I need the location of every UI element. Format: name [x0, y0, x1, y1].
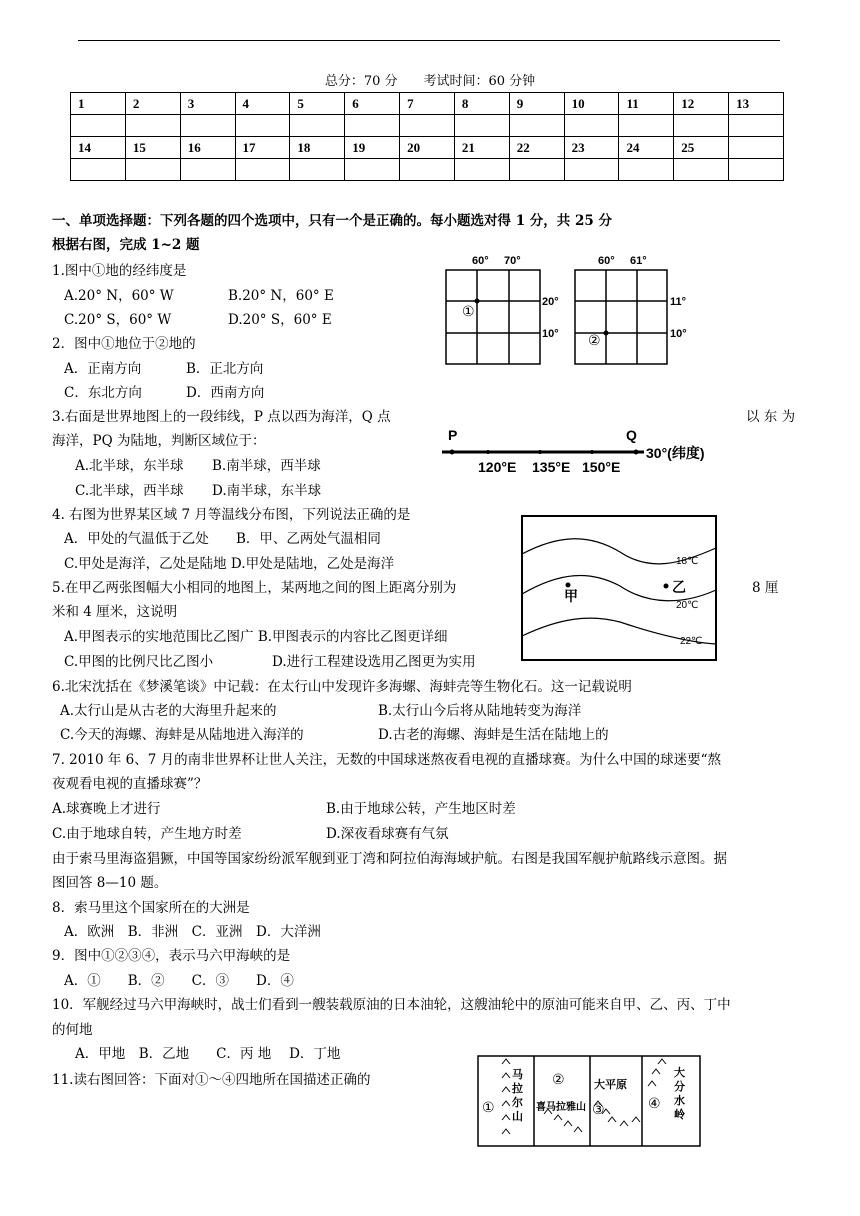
q7-option-d: D.深夜看球赛有气氛 — [326, 826, 449, 842]
answer-number — [729, 137, 784, 159]
mountain-label-4c: 水 — [674, 1095, 685, 1107]
q6-option-a: A.太行山是从古老的大海里升起来的 — [60, 703, 277, 719]
isotherm-20-label: 20℃ — [676, 600, 699, 611]
answer-cell[interactable] — [619, 115, 674, 137]
answer-table — [70, 92, 784, 181]
answer-cell[interactable] — [235, 115, 290, 137]
score-line: 总分：70 分 考试时间：60 分钟 — [324, 74, 536, 89]
q2-option-a: A．正南方向 — [64, 361, 142, 377]
q6-option-d: D.古老的海螺、海蚌是生活在陆地上的 — [378, 727, 609, 743]
region-mark-3: ③ — [592, 1101, 605, 1117]
isotherm-22-label: 22℃ — [680, 636, 703, 647]
grid-mark-1: ① — [462, 303, 475, 319]
answer-cell[interactable] — [454, 159, 509, 181]
q3-option-d: D.南半球，东半球 — [212, 483, 322, 499]
point-yi-label: 乙 — [672, 579, 686, 595]
latitude-line-figure — [440, 420, 740, 482]
q8-options: A．欧洲 B．非洲 C．亚洲 D．大洋洲 — [64, 924, 321, 940]
tick-135e: 135°E — [532, 459, 571, 475]
answer-number: 4 — [235, 93, 290, 115]
answer-cell[interactable] — [509, 159, 564, 181]
q5-option-ab: A.甲图表示的实地范围比乙图广 B.甲图表示的内容比乙图更详细 — [64, 629, 448, 645]
answer-cell[interactable] — [290, 159, 345, 181]
answer-number: 8 — [454, 93, 509, 115]
mountain-label-4b: 分 — [674, 1081, 685, 1093]
grid-left-lat-10: 10° — [542, 328, 559, 340]
grid-left-lon-60: 60° — [472, 255, 489, 267]
q9-options: A．① B．② C．③ D．④ — [64, 973, 294, 989]
q3-option-a: A.北半球，东半球 — [75, 458, 184, 474]
answer-cell[interactable] — [619, 159, 674, 181]
answer-cell[interactable] — [729, 159, 784, 181]
answer-number: 24 — [619, 137, 674, 159]
answer-number: 1 — [71, 93, 126, 115]
q10-stem: 10．军舰经过马六甲海峡时，战士们看到一艘装载原油的日本油轮，这艘油轮中的原油可能来自甲、乙、丙、丁中 — [52, 997, 731, 1013]
q11-stem: 11.读右图回答：下面对①～④四地所在国描述正确的 — [52, 1072, 371, 1088]
mountain-label-4d: 岭 — [674, 1109, 685, 1121]
q1-option-c: C.20° S，60° W — [64, 312, 172, 328]
mountain-label-1d: 山 — [512, 1111, 523, 1123]
answer-cell[interactable] — [674, 159, 729, 181]
answer-cell[interactable] — [454, 115, 509, 137]
q4-option-a: A．甲处的气温低于乙处 — [64, 531, 209, 547]
q7-stem: 7. 2010 年 6、7 月的南非世界杯让世人关注，无数的中国球迷熬夜看电视的直播球赛。为什么中国的球迷要“熬 — [52, 752, 721, 768]
q3-stem-right: 以 东 为 — [746, 409, 796, 425]
q6-option-b: B.太行山今后将从陆地转变为海洋 — [378, 703, 582, 719]
answer-cell[interactable] — [564, 115, 619, 137]
top-rule — [78, 40, 780, 41]
point-p-label: P — [448, 427, 458, 443]
q3-option-b: B.南半球，西半球 — [212, 458, 321, 474]
q7-option-b: B.由于地球公转，产生地区时差 — [326, 801, 516, 817]
answer-number: 23 — [564, 137, 619, 159]
mountain-label-2: 喜马拉雅山 — [536, 1102, 586, 1113]
answer-number: 10 — [564, 93, 619, 115]
answer-cell[interactable] — [564, 159, 619, 181]
answer-number: 2 — [125, 93, 180, 115]
mountain-label-4a: 大 — [674, 1067, 685, 1079]
q1-option-d: D.20° S，60° E — [228, 312, 332, 328]
answer-cell[interactable] — [180, 159, 235, 181]
answer-number: 22 — [509, 137, 564, 159]
answer-number: 6 — [345, 93, 400, 115]
q8-stem: 8．索马里这个国家所在的大洲是 — [52, 900, 250, 916]
mountains-figure — [476, 1052, 704, 1152]
answer-blank-row — [71, 115, 784, 137]
region-mark-4: ④ — [648, 1095, 661, 1111]
q5-option-c: C.甲图的比例尺比乙图小 — [64, 654, 214, 670]
q2-stem: 2．图中①地位于②地的 — [52, 336, 196, 352]
answer-number: 7 — [400, 93, 455, 115]
answer-number: 16 — [180, 137, 235, 159]
answer-cell[interactable] — [71, 115, 126, 137]
region-mark-1: ① — [482, 1099, 495, 1115]
answer-cell[interactable] — [125, 115, 180, 137]
q6-option-c: C.今天的海螺、海蚌是从陆地进入海洋的 — [60, 727, 304, 743]
grid-left-lon-70: 70° — [504, 255, 521, 267]
point-jia-label: 甲 — [564, 588, 578, 604]
q7-option-a: A.球赛晚上才进行 — [52, 801, 161, 817]
plain-label-3: 大平原 — [594, 1079, 627, 1091]
answer-number: 17 — [235, 137, 290, 159]
q5-option-d: D.进行工程建设选用乙图更为实用 — [272, 654, 476, 670]
latlon-grid-figure — [440, 248, 710, 370]
region-mark-2: ② — [552, 1071, 565, 1087]
q5-stem-right: 8 厘 — [752, 580, 779, 596]
q10-stem-2: 的何地 — [52, 1022, 93, 1038]
tick-150e: 150°E — [582, 459, 621, 475]
answer-number: 15 — [125, 137, 180, 159]
answer-number: 20 — [400, 137, 455, 159]
tick-120e: 120°E — [478, 459, 517, 475]
q2-option-b: B．正北方向 — [186, 361, 264, 377]
answer-number: 3 — [180, 93, 235, 115]
answer-cell[interactable] — [345, 115, 400, 137]
answer-cell[interactable] — [235, 159, 290, 181]
grid-right-lat-10: 10° — [670, 328, 687, 340]
q1-option-a: A.20° N，60° W — [64, 288, 174, 304]
answer-blank-row — [71, 159, 784, 181]
q7-option-c: C.由于地球自转，产生地方时差 — [52, 826, 242, 842]
answer-cell[interactable] — [71, 159, 126, 181]
section-title: 一、单项选择题：下列各题的四个选项中，只有一个是正确的。每小题选对得 1 分，共 25 分 — [52, 213, 612, 229]
q10-options: A．甲地 B．乙地 C．丙 地 D．丁地 — [75, 1046, 341, 1062]
section-intro: 根据右图，完成 1~2 题 — [52, 237, 200, 253]
q2-option-d: D．西南方向 — [186, 385, 265, 401]
q8-10-intro-2: 图回答 8—10 题。 — [52, 875, 168, 891]
grid-right-lon-60: 60° — [598, 255, 615, 267]
q3-stem-2: 海洋，PQ 为陆地，判断区域位于： — [52, 433, 266, 449]
answer-cell[interactable] — [345, 159, 400, 181]
grid-right-lat-11: 11° — [670, 296, 687, 308]
answer-number: 14 — [71, 137, 126, 159]
answer-cell[interactable] — [509, 115, 564, 137]
q5-stem: 5.在甲乙两张图幅大小相同的地图上，某两地之间的图上距离分别为 — [52, 580, 457, 596]
q3-stem: 3.右面是世界地图上的一段纬线，P 点以西为海洋，Q 点 — [52, 409, 391, 425]
answer-number: 9 — [509, 93, 564, 115]
q4-stem: 4. 右图为世界某区域 7 月等温线分布图，下列说法正确的是 — [52, 507, 411, 523]
grid-right-lon-61: 61° — [630, 255, 647, 267]
q1-option-b: B.20° N，60° E — [228, 288, 334, 304]
answer-number: 18 — [290, 137, 345, 159]
mountain-label-1c: 尔 — [512, 1097, 523, 1109]
answer-cell[interactable] — [729, 115, 784, 137]
q8-10-intro: 由于索马里海盗猖獗，中国等国家纷纷派军舰到亚丁湾和阿拉伯海海域护航。右图是我国军舰护航路线示意图。据 — [52, 851, 727, 867]
answer-number: 5 — [290, 93, 345, 115]
answer-cell[interactable] — [180, 115, 235, 137]
answer-number: 11 — [619, 93, 674, 115]
answer-number: 19 — [345, 137, 400, 159]
answer-cell[interactable] — [400, 159, 455, 181]
answer-cell[interactable] — [290, 115, 345, 137]
q7-stem-2: 夜观看电视的直播球赛”？ — [52, 776, 208, 792]
q6-stem: 6.北宋沈括在《梦溪笔谈》中记载：在太行山中发现许多海螺、海蚌壳等生物化石。这一记载说明 — [52, 679, 632, 695]
q1-stem: 1.图中①地的经纬度是 — [52, 263, 187, 279]
grid-left-lat-20: 20° — [542, 296, 559, 308]
mountain-label-1a: 马 — [512, 1069, 523, 1081]
answer-number: 13 — [729, 93, 784, 115]
isotherm-18-label: 18℃ — [676, 556, 699, 567]
answer-number: 21 — [454, 137, 509, 159]
answer-cell[interactable] — [400, 115, 455, 137]
q4-option-b: B．甲、乙两处气温相同 — [236, 531, 381, 547]
grid-mark-2: ② — [588, 332, 601, 348]
q3-option-c: C.北半球，西半球 — [75, 483, 184, 499]
q2-option-c: C．东北方向 — [64, 385, 142, 401]
q9-stem: 9．图中①②③④，表示马六甲海峡的是 — [52, 948, 291, 964]
answer-number-row — [71, 93, 784, 115]
point-q-label: Q — [626, 427, 637, 443]
q5-stem-2: 米和 4 厘米，这说明 — [52, 604, 178, 620]
answer-number: 12 — [674, 93, 729, 115]
answer-number-row — [71, 137, 784, 159]
answer-number: 25 — [674, 137, 729, 159]
answer-cell[interactable] — [125, 159, 180, 181]
q4-option-cd: C.甲处是海洋，乙处是陆地 D.甲处是陆地，乙处是海洋 — [64, 556, 395, 572]
answer-cell[interactable] — [674, 115, 729, 137]
mountain-label-1b: 拉 — [512, 1083, 523, 1095]
latitude-30-label: 30°(纬度) — [646, 445, 705, 461]
isotherm-figure — [520, 514, 720, 662]
